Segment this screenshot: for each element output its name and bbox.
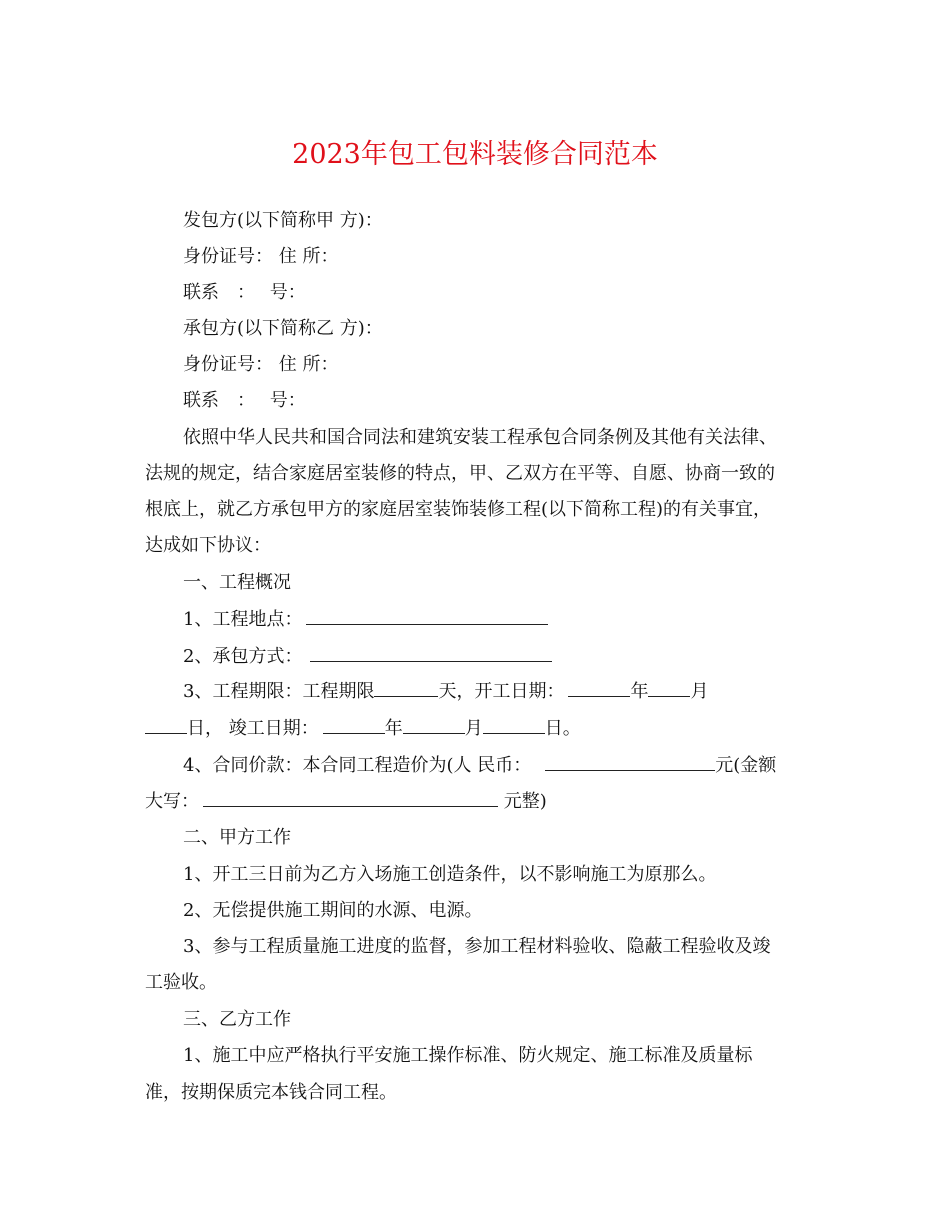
- location-blank[interactable]: [306, 608, 548, 625]
- end-year-blank[interactable]: [323, 717, 385, 734]
- method-label: 2、承包方式：: [183, 646, 303, 667]
- section2-item: 2、无偿提供施工期间的水源、电源。: [183, 900, 483, 921]
- party-b-label: 承包方(以下简称乙 方)：: [183, 318, 383, 339]
- capital-label: 大写：: [145, 791, 199, 812]
- month-unit: 月: [690, 681, 709, 702]
- section2-heading: 二、甲方工作: [183, 827, 291, 848]
- location-row: [183, 608, 548, 632]
- method-row: [183, 645, 552, 669]
- period-row: [183, 680, 708, 704]
- period-label: 3、工程期限：工程期限: [183, 681, 375, 702]
- capital-unit: 元整): [498, 791, 547, 812]
- start-year-blank[interactable]: [568, 680, 630, 697]
- party-a-phone: 联系 ： 号：: [183, 282, 306, 303]
- start-date-label: 天，开工日期：: [438, 681, 565, 702]
- capital-amount-blank[interactable]: [203, 790, 498, 807]
- price-amount-blank[interactable]: [545, 754, 715, 771]
- month-unit: 月: [464, 718, 483, 739]
- price-row-2: [145, 790, 547, 814]
- price-row: [183, 754, 776, 778]
- party-a-label: 发包方(以下简称甲 方)：: [183, 210, 383, 231]
- section1-heading: 一、工程概况: [183, 572, 291, 593]
- section2-item: 1、开工三日前为乙方入场施工创造条件，以不影响施工为原那么。: [183, 864, 717, 885]
- location-label: 1、工程地点：: [183, 609, 303, 630]
- section3-item: 1、施工中应严格执行平安施工操作标准、防火规定、施工标准及质量标: [183, 1045, 753, 1066]
- party-b-phone: 联系 ： 号：: [183, 390, 306, 411]
- end-date-label: 竣工日期：: [223, 718, 319, 739]
- start-month-blank[interactable]: [648, 680, 690, 697]
- start-day-blank[interactable]: [145, 717, 187, 734]
- end-day-blank[interactable]: [483, 717, 545, 734]
- price-label: 4、合同价款：本合同工程造价为(人 民币：: [183, 755, 532, 776]
- preamble-line: 法规的规定，结合家庭居室装修的特点，甲、乙双方在平等、自愿、协商一致的: [145, 463, 775, 484]
- end-month-blank[interactable]: [403, 717, 465, 734]
- section2-item: 3、参与工程质量施工进度的监督，参加工程材料验收、隐蔽工程验收及竣: [183, 936, 771, 957]
- document-title: 2023年包工包料装修合同范本: [292, 139, 658, 170]
- day-unit: 日。: [544, 718, 581, 739]
- day-unit: 日，: [187, 718, 223, 739]
- preamble-line: 依照中华人民共和国合同法和建筑安装工程承包合同条例及其他有关法律、: [183, 427, 777, 448]
- section3-heading: 三、乙方工作: [183, 1009, 291, 1030]
- section3-item-cont: 准，按期保质完本钱合同工程。: [145, 1082, 397, 1103]
- period-row-2: [145, 717, 581, 741]
- method-blank[interactable]: [310, 645, 552, 662]
- preamble-line: 达成如下协议：: [145, 535, 271, 556]
- preamble-line: 根底上，就乙方承包甲方的家庭居室装饰装修工程(以下简称工程)的有关事宜，: [145, 499, 772, 520]
- price-unit: 元(金额: [715, 755, 777, 776]
- party-a-id-address: 身份证号： 住 所：: [183, 246, 339, 267]
- party-b-id-address: 身份证号： 住 所：: [183, 354, 339, 375]
- year-unit: 年: [630, 681, 649, 702]
- period-days-blank[interactable]: [374, 680, 438, 697]
- section2-item-cont: 工验收。: [145, 972, 217, 993]
- year-unit: 年: [384, 718, 403, 739]
